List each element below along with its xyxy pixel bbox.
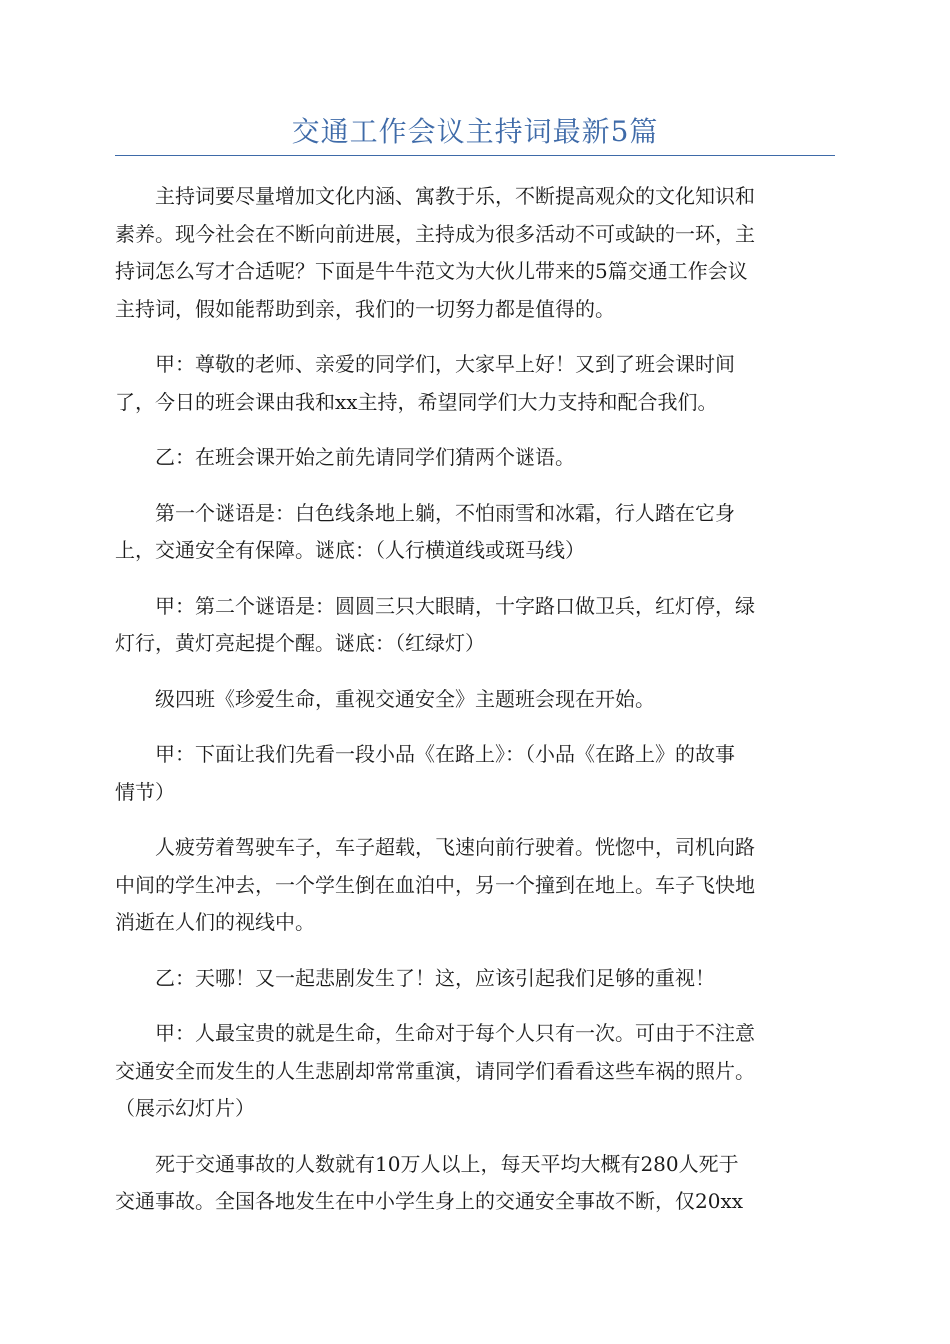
paragraph — [115, 736, 835, 811]
paragraph — [115, 439, 835, 477]
paragraph-line: 死于交通事故的人数就有10万人以上，每天平均大概有280人死于 — [155, 1151, 739, 1176]
paragraph-line: 消逝在人们的视线中。 — [115, 910, 315, 934]
paragraph-line: 交通安全而发生的人生悲剧却常常重演，请同学们看看这些车祸的照片。 — [115, 1058, 755, 1083]
paragraph-line: 级四班《珍爱生命，重视交通安全》主题班会现在开始。 — [155, 686, 655, 711]
paragraph-line: 甲：尊敬的老师、亲爱的同学们，大家早上好！又到了班会课时间 — [155, 352, 735, 376]
paragraph-line: 情节） — [115, 779, 175, 804]
paragraph — [115, 495, 835, 570]
paragraph — [115, 829, 835, 942]
paragraph-line: 上，交通安全有保障。谜底：（人行横道线或斑马线） — [115, 538, 585, 562]
paragraph-line: 了，今日的班会课由我和xx主持，希望同学们大力支持和配合我们。 — [115, 389, 718, 414]
paragraph — [115, 588, 835, 663]
paragraph-line: 乙：在班会课开始之前先请同学们猜两个谜语。 — [155, 445, 575, 469]
document-title: 交通工作会议主持词最新5篇 — [291, 115, 659, 148]
title-underline — [115, 155, 835, 156]
paragraph-line: 甲：第二个谜语是：圆圆三只大眼睛，十字路口做卫兵，红灯停，绿 — [155, 593, 755, 618]
document-body — [115, 178, 835, 1239]
paragraph-line: 灯行，黄灯亮起提个醒。谜底：（红绿灯） — [115, 631, 485, 655]
paragraph-line: 中间的学生冲去，一个学生倒在血泊中，另一个撞到在地上。车子飞快地 — [115, 872, 755, 897]
paragraph-line: 甲：人最宝贵的就是生命，生命对于每个人只有一次。可由于不注意 — [155, 1021, 755, 1045]
paragraph-line: （展示幻灯片） — [115, 1096, 255, 1120]
paragraph — [115, 1015, 835, 1128]
paragraph-line: 主持词，假如能帮助到亲，我们的一切努力都是值得的。 — [115, 296, 615, 321]
paragraph-line: 主持词要尽量增加文化内涵、寓教于乐，不断提高观众的文化知识和 — [155, 184, 755, 208]
paragraph-line: 乙：天哪！又一起悲剧发生了！这，应该引起我们足够的重视！ — [155, 965, 715, 990]
paragraph-line: 甲：下面让我们先看一段小品《在路上》：（小品《在路上》的故事 — [155, 742, 735, 766]
paragraph — [115, 681, 835, 719]
paragraph-line: 素养。现今社会在不断向前进展，主持成为很多活动不可或缺的一环，主 — [115, 221, 755, 246]
paragraph — [115, 1146, 835, 1221]
paragraph — [115, 960, 835, 998]
paragraph-line: 第一个谜语是：白色线条地上躺，不怕雨雪和冰霜，行人踏在它身 — [155, 500, 735, 525]
paragraph — [115, 178, 835, 328]
paragraph — [115, 346, 835, 421]
paragraph-line: 交通事故。全国各地发生在中小学生身上的交通安全事故不断，仅20xx — [115, 1189, 744, 1213]
paragraph-line: 人疲劳着驾驶车子，车子超载，飞速向前行驶着。恍惚中，司机向路 — [155, 835, 755, 859]
paragraph-line: 持词怎么写才合适呢？下面是牛牛范文为大伙儿带来的5篇交通工作会议 — [115, 259, 748, 283]
